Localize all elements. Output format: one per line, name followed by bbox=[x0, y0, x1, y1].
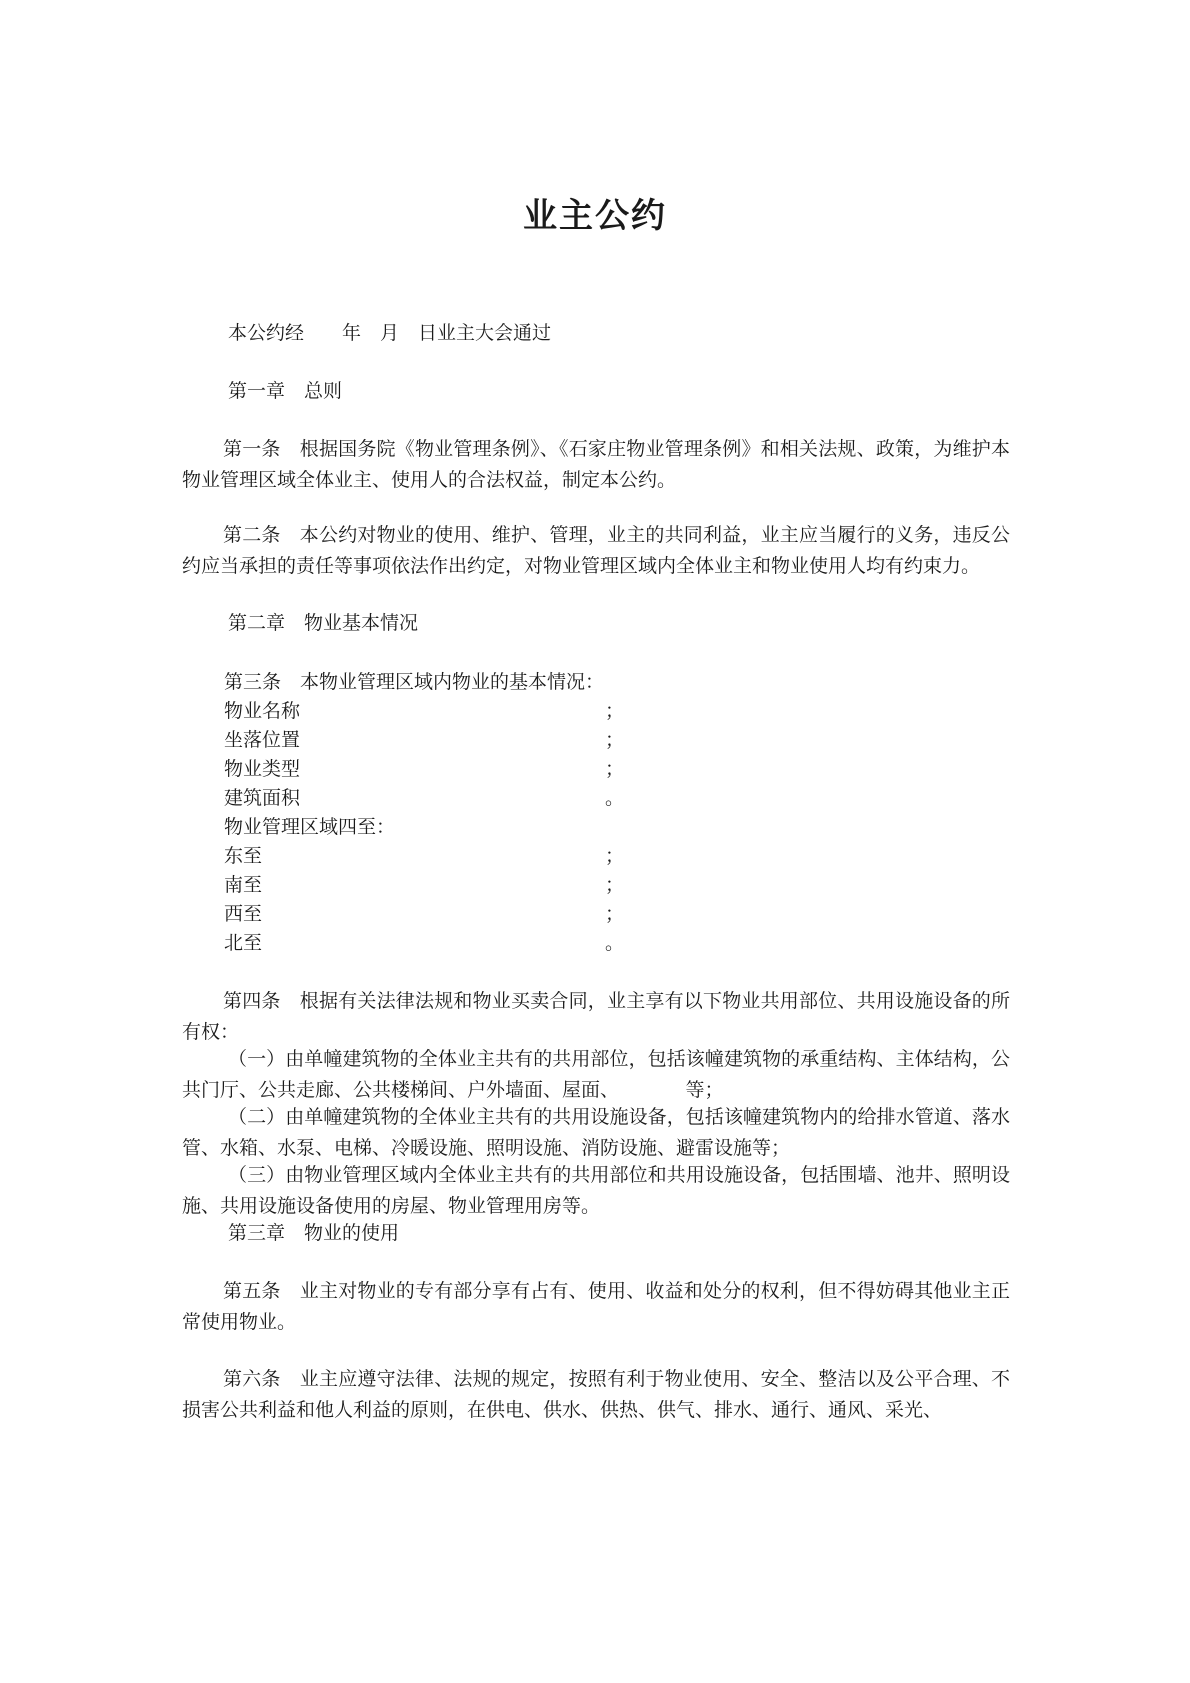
article-paragraph: 第一条 根据国务院《物业管理条例》、《石家庄物业管理条例》和相关法规、政策，为维护本物业管理区域全体业主、使用人的合法权益，制定本公约。 bbox=[182, 438, 1010, 491]
article-paragraph: 第三条 本物业管理区域内物业的基本情况： bbox=[224, 671, 605, 693]
field-label: 西至 bbox=[224, 903, 263, 925]
field-label: 南至 bbox=[224, 874, 263, 896]
field-terminator: ； bbox=[605, 700, 625, 722]
field-label: 物业管理区域四至： bbox=[224, 816, 396, 838]
list-item: （二）由单幢建筑物的全体业主共有的共用设施设备，包括该幢建筑物内的给排水管道、落水管、水箱、水泵、电梯、冷暖设施、照明设施、消防设施、避雷设施等； bbox=[182, 1106, 1010, 1159]
field-terminator: ； bbox=[605, 729, 625, 751]
chapter-heading: 第一章 总则 bbox=[228, 380, 343, 402]
field-terminator: 。 bbox=[605, 787, 625, 809]
article-paragraph: 第五条 业主对物业的专有部分享有占有、使用、收益和处分的权利，但不得妨碍其他业主正常使用物业。 bbox=[182, 1280, 1010, 1333]
list-item: （一）由单幢建筑物的全体业主共有的共用部位，包括该幢建筑物的承重结构、主体结构，公共门厅、公共走廊、公共楼梯间、户外墙面、屋面、 等； bbox=[182, 1048, 1010, 1101]
field-terminator: ； bbox=[605, 758, 625, 780]
field-terminator: ； bbox=[605, 874, 625, 896]
field-terminator: ； bbox=[605, 903, 625, 925]
article-paragraph: 第六条 业主应遵守法律、法规的规定，按照有利于物业使用、安全、整洁以及公平合理、不损害公共利益和他人利益的原则，在供电、供水、供热、供气、排水、通行、通风、采光、 bbox=[182, 1368, 1010, 1421]
list-item: （三）由物业管理区域内全体业主共有的共用部位和共用设施设备，包括围墙、池井、照明设施、共用设施设备使用的房屋、物业管理用房等。 bbox=[182, 1164, 1010, 1217]
field-terminator: ； bbox=[605, 845, 625, 867]
field-label: 坐落位置 bbox=[224, 729, 301, 751]
field-label: 东至 bbox=[224, 845, 263, 867]
document-title: 业主公约 bbox=[523, 196, 667, 236]
article-paragraph: 第二条 本公约对物业的使用、维护、管理，业主的共同利益，业主应当履行的义务，违反公约应当承担的责任等事项依法作出约定，对物业管理区域内全体业主和物业使用人均有约束力。 bbox=[182, 524, 1010, 577]
field-terminator: 。 bbox=[605, 932, 625, 954]
field-label: 物业名称 bbox=[224, 700, 301, 722]
article-paragraph: 第四条 根据有关法律法规和物业买卖合同，业主享有以下物业共用部位、共用设施设备的所有权： bbox=[182, 990, 1010, 1043]
chapter-heading: 第三章 物业的使用 bbox=[228, 1222, 400, 1244]
field-label: 物业类型 bbox=[224, 758, 301, 780]
chapter-heading: 第二章 物业基本情况 bbox=[228, 612, 419, 634]
field-label: 建筑面积 bbox=[224, 787, 301, 809]
field-label: 北至 bbox=[224, 932, 263, 954]
intro-line: 本公约经 年 月 日业主大会通过 bbox=[228, 322, 552, 344]
